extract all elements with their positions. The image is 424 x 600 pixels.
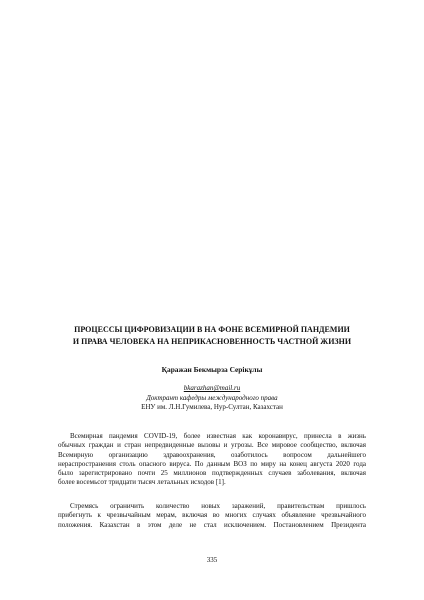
title-line-2: И ПРАВА ЧЕЛОВЕКА НА НЕПРИКАСНОВЕННОСТЬ ЧАСТНОЙ ЖИЗНИ <box>72 337 352 346</box>
author-email: bkarazhan@mail.ru <box>183 384 241 392</box>
author-name: Қаражан Бекмырза Серікұлы <box>161 365 263 374</box>
paragraph-line: положения. Казахстан в этом деле не стал исключением. Постановлением Президента <box>58 520 366 529</box>
title-line-1: ПРОЦЕССЫ ЦИФРОВИЗАЦИИ В НА ФОНЕ ВСЕМИРНОЙ ПАНДЕМИИ <box>74 325 350 334</box>
paragraph-line: прибегнуть к чрезвычайным мерам, включая во многих случаях объявление чрезвычайного <box>58 511 366 520</box>
author-affiliation <box>50 384 374 413</box>
author-institution: ЕНУ им. Л.Н.Гумилева, Нур-Султан, Казахстан <box>141 403 283 411</box>
paragraph-line: было зарегистрировано почти 25 миллионов подтвержденных случаев заболевания, включая <box>58 469 366 478</box>
paragraph-line: Всемирную организацию здравоохранения, озаботилось вопросом дальнейшего <box>58 450 366 459</box>
paper-title <box>50 324 374 348</box>
paragraph-line: обычных граждан и стран непредвиденные вызовы и угрозы. Все мировое сообщество, включая <box>58 441 366 450</box>
paragraph-1 <box>58 432 366 488</box>
paragraph-line: Всемирная пандемия COVID-19, более известная как коронавирус, принесла в жизнь <box>70 432 366 440</box>
page-number: 335 <box>206 556 218 564</box>
author-position: Доктрант кафедры международного права <box>146 393 278 402</box>
paragraph-2 <box>58 502 366 530</box>
paragraph-line: нераспространения столь опасного вируса. По данным ВОЗ по миру на конец августа 2020 года <box>58 459 366 468</box>
paragraph-line: более восемьсот тридцати тысяч летальных исходов [1]. <box>58 478 226 487</box>
paragraph-line: Стремясь ограничить количество новых заражений, правительствам пришлось <box>70 502 366 510</box>
